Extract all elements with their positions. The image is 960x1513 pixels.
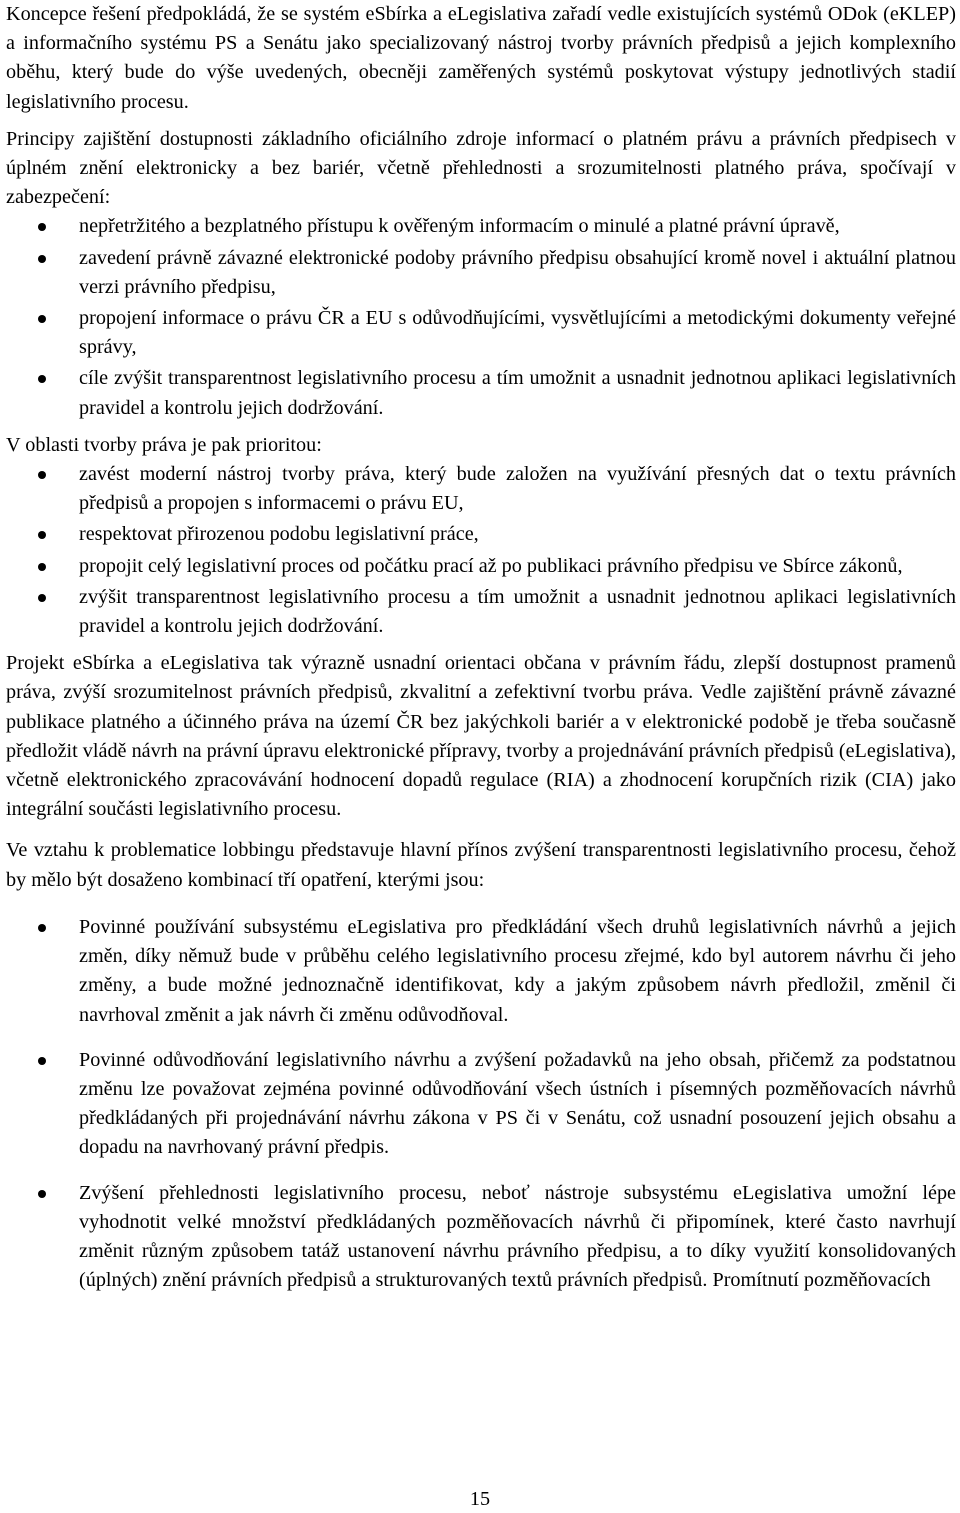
list-item-text: nepřetržitého a bezplatného přístupu k ověřeným informacím o minulé a platné právní úpravě, xyxy=(79,215,840,238)
bullet-icon xyxy=(38,471,46,479)
list-item-text: respektovat přirozenou podobu legislativní práce, xyxy=(79,523,479,546)
bullet-icon xyxy=(38,223,46,231)
paragraph-project: Projekt eSbírka a eLegislativa tak výrazně usnadní orientaci občana v právním řádu, zlepší dostupnost pramenů práva, zvýší srozumitelnost právních předpisů, zkvalitní a zefektivní tvorbu práva. Vedle zajištění právně závazné publikace platného a účinného práva na území ČR bez jakýchkoli bariér a v elektronické podobě je třeba současně předložit vládě návrh na právní úpravu elektronické přípravy, tvorby a projednávání právních předpisů (eLegislativa), včetně elektronického zpracovávání hodnocení dopadů regulace (RIA) a zhodnocení korupčních rizik (CIA) jako integrální součásti legislativního procesu. xyxy=(6,652,956,821)
bullet-icon xyxy=(38,1190,46,1198)
bullet-icon xyxy=(38,924,46,932)
list-item-text: cíle zvýšit transparentnost legislativního procesu a tím umožnit a usnadnit jednotnou aplikaci legislativních pravidel a kontrolu jejich dodržování. xyxy=(79,367,956,419)
list-item-text: zvýšit transparentnost legislativního procesu a tím umožnit a usnadnit jednotnou aplikaci legislativních pravidel a kontrolu jejich dodržování. xyxy=(79,585,956,638)
list-item-text: propojení informace o právu ČR a EU s odůvodňujícími, vysvětlujícími a metodickými dokumenty veřejné správy, xyxy=(79,307,956,359)
paragraph-principles: Principy zajištění dostupnosti základního oficiálního zdroje informací o platném právu a právních předpisech v úplném znění elektronicky a bez bariér, včetně přehlednosti a srozumitelnosti platného práva, spočívají v zabezpečení: xyxy=(6,127,956,209)
bullet-icon xyxy=(38,315,46,323)
principles-list xyxy=(6,212,956,422)
list-item-text: Povinné používání subsystému eLegislativa pro předkládání všech druhů legislativních návrhů a jejich změn, díky němuž bude v průběhu celého legislativního procesu zřejmé, kdo byl autorem návrhu či jeho změny, a bude možné jednoznačně identifikovat, kdy a jakým způsobem návrh předložil, změnil či navrhoval změnit a jak návrh či změnu odůvodňoval. xyxy=(79,915,956,1026)
page-number: 15 xyxy=(469,1488,491,1510)
priority-list xyxy=(6,460,956,641)
list-item-text: propojit celý legislativní proces od počátku prací až po publikaci právního předpisu ve Sbírce zákonů, xyxy=(79,554,903,577)
list-item-text: zavést moderní nástroj tvorby práva, který bude založen na využívání přesných dat o textu právních předpisů a propojen s informacemi o právu EU, xyxy=(79,463,956,515)
paragraph-lobbying: Ve vztahu k problematice lobbingu představuje hlavní přínos zvýšení transparentnosti legislativního procesu, čehož by mělo být dosaženo kombinací tří opatření, kterými jsou: xyxy=(6,839,956,891)
paragraph-intro: Koncepce řešení předpokládá, že se systém eSbírka a eLegislativa zařadí vedle existujících systémů ODok (eKLEP) a informačního systému PS a Senátu jako specializovaný nástroj tvorby právních předpisů a jejich komplexního oběhu, který bude do výše uvedených, obecněji zaměřených systémů poskytovat výstupy jednotlivých stadií legislativního procesu. xyxy=(6,3,956,113)
list-item xyxy=(6,212,956,241)
bullet-icon xyxy=(38,594,46,602)
bullet-icon xyxy=(38,255,46,263)
bullet-icon xyxy=(38,531,46,539)
list-item xyxy=(6,460,956,518)
list-item xyxy=(6,552,956,581)
list-item xyxy=(6,1046,956,1163)
list-item-text: Povinné odůvodňování legislativního návrhu a zvýšení požadavků na jeho obsah, přičemž za podstatnou změnu lze považovat zejména povinné odůvodňování všech ústních i písemných pozměňovacích návrhů předkládaných při projednávání návrhu zákona v PS či v Senátu, což usnadní posouzení jejich obsahu a dopadu na navrhovaný právní předpis. xyxy=(79,1048,956,1159)
list-item xyxy=(6,244,956,302)
measures-list xyxy=(6,913,956,1295)
paragraph-priority: V oblasti tvorby práva je pak prioritou: xyxy=(6,433,322,456)
bullet-icon xyxy=(38,1057,46,1065)
list-item xyxy=(6,583,956,641)
list-item xyxy=(6,1179,956,1296)
list-item-text: zavedení právně závazné elektronické podoby právního předpisu obsahující kromě novel i aktuální platnou verzi právního předpisu, xyxy=(79,246,956,298)
list-item-text: Zvýšení přehlednosti legislativního procesu, neboť nástroje subsystému eLegislativa umožní lépe vyhodnotit velké množství předkládaných pozměňovacích návrhů či připomínek, které často navrhují změnit různým způsobem tatáž ustanovení návrhu právního předpisu, a to díky využití konsolidovaných (úplných) znění právních předpisů a strukturovaných textů právních předpisů. Promítnutí pozměňovacích xyxy=(79,1181,956,1292)
bullet-icon xyxy=(38,563,46,571)
list-item xyxy=(6,913,956,1030)
document-page xyxy=(6,0,956,1295)
list-item xyxy=(6,520,956,549)
list-item xyxy=(6,364,956,422)
list-item xyxy=(6,304,956,362)
bullet-icon xyxy=(38,375,46,383)
